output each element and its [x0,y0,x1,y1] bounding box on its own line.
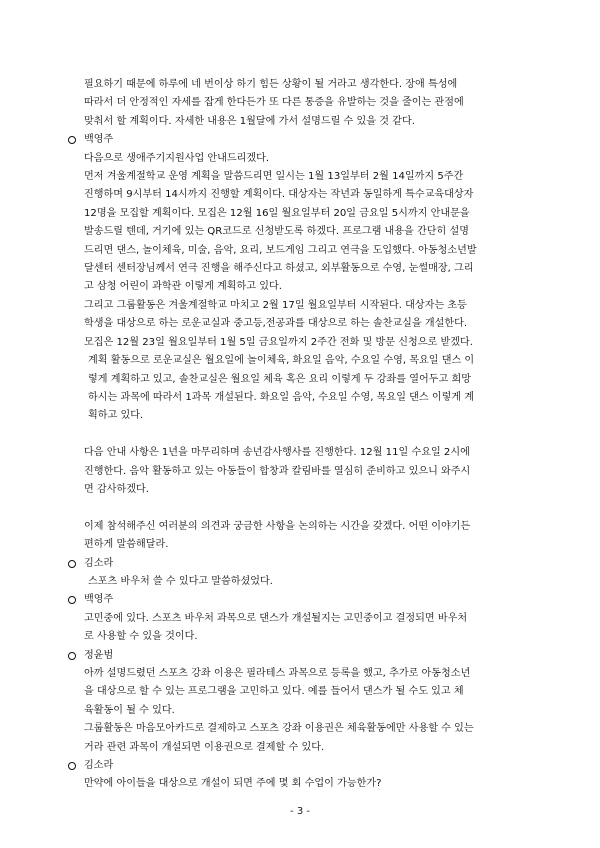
speaker-label [64,555,546,573]
paragraph-group-activities [64,352,546,426]
speaker-remark [64,610,546,647]
text-line: 거라 관련 과목이 개설되면 이용권으로 결제할 수 있다. [84,741,325,753]
text-line: 달센터 센터장님께서 연극 진행을 해주신다고 하셨고, 외부활동으로 수영, 눈썰매장, 그리 [84,263,474,275]
text-line: 만약에 아이들을 대상으로 개설이 되면 주에 몇 회 수업이 가능한가? [84,778,382,790]
text-line: 하시는 과목에 따라서 1과목 개설된다. 화요일 음악, 수요일 수영, 목요일 댄스 이렇게 계 [88,391,475,403]
speaker-label [64,591,546,609]
document-body [64,76,546,794]
paragraph-continued [64,76,546,131]
paragraph-spacer [64,426,546,444]
speaker-name: 백영주 [84,134,114,146]
text-line: 발송드릴 텐데, 거기에 있는 QR코드로 신청받도록 하겠다. 프로그램 내용을 간단히 설명 [84,226,469,238]
speaker-remark [64,775,546,793]
speaker-label [64,131,546,149]
text-line: 로 사용할 수 있을 것이다. [84,631,198,643]
text-line: 따라서 더 안정적인 자세를 잡게 한다든가 또 다른 통증을 유발하는 것을 줄이는 관점에 [84,97,464,109]
text-line: 아까 설명드렸던 스포츠 강좌 이용은 필라테스 과목으로 등록을 했고, 추가로 아동청소년 [84,667,471,679]
page-number: - 3 - [290,806,310,817]
circle-bullet-icon [68,136,76,144]
speaker-label [64,757,546,775]
text-line: 육활동이 될 수 있다. [84,704,175,716]
text-line: 편하게 말씀해달라. [84,539,169,551]
speaker-remark [64,573,546,591]
speaker-name: 백영주 [84,594,114,606]
text-line: 이제 참석해주신 여러분의 의견과 궁금한 사항을 논의하는 시간을 갖겠다. 어떤 이야기든 [84,520,471,532]
paragraph-discussion-intro [64,518,546,555]
paragraph-spacer [64,499,546,517]
circle-bullet-icon [68,762,76,770]
text-line: 스포츠 바우처 쓸 수 있다고 말씀하셨었다. [88,575,274,587]
text-line: 진행한다. 음악 활동하고 있는 아동들이 합창과 칼림바를 열심히 준비하고 있으니 와주시 [84,465,471,477]
text-line: 을 대상으로 할 수 있는 프로그램을 고민하고 있다. 예를 들어서 댄스가 될 수도 있고 체 [84,686,464,698]
speaker-name: 김소라 [84,760,114,771]
text-line: 진행하며 9시부터 14시까지 진행할 계획이다. 대상자는 작년과 동일하게 특수교육대상자 [84,189,474,201]
text-line: 고민중에 있다. 스포츠 바우처 과목으로 댄스가 개설될지는 고민중이고 결정되면 바우처 [84,612,468,624]
text-line: 렇게 계획하고 있고, 솔찬교실은 월요일 체육 혹은 요리 이렇게 두 강좌를 열어두고 희망 [88,373,471,385]
paragraph-lifecycle-program [64,150,546,352]
text-line: 필요하기 때문에 하루에 네 번이상 하기 힘든 상황이 될 거라고 생각한다. 장애 특성에 [84,79,458,90]
text-line: 학생을 대상으로 하는 로운교실과 중고등,전공과를 대상으로 하는 솔찬교실을 개설한다. [84,318,468,330]
text-line: 고 삼청 어린이 과학관 이렇게 계획하고 있다. [84,281,282,293]
text-line: 드리면 댄스, 놀이체육, 미술, 음악, 요리, 보드게임 그리고 연극을 도입했다. 아동청소년발 [84,244,477,256]
text-line: 그리고 그룹활동은 겨울계절학교 마치고 2월 17일 월요일부터 시작된다. 대상자는 초등 [84,299,467,311]
text-line: 면 감사하겠다. [84,483,149,495]
text-line: 그룹활동은 마음모아카드로 결제하고 스포츠 강좌 이용권은 체육활동에만 사용할 수 있는 [84,723,474,735]
paragraph-year-end-event [64,444,546,499]
speaker-label [64,647,546,665]
circle-bullet-icon [68,596,76,604]
circle-bullet-icon [68,652,76,660]
speaker-remark [64,665,546,757]
text-line: 다음으로 생애주기지원사업 안내드리겠다. [84,152,270,164]
circle-bullet-icon [68,560,76,568]
text-line: 12명을 모집할 계획이다. 모집은 12월 16일 월요일부터 20일 금요일 5시까지 안내문을 [84,207,470,219]
text-line: 획하고 있다. [88,410,144,422]
text-line: 모집은 12월 23일 월요일부터 1월 5일 금요일까지 2주간 전화 및 방문 신청으로 받겠다. [84,336,473,348]
speaker-name: 김소라 [84,557,114,569]
text-line: 다음 안내 사항은 1년을 마무리하며 송년감사행사를 진행한다. 12월 11일 수요일 2시에 [84,447,470,459]
text-line: 맞춰서 할 계획이다. 자세한 내용은 1월달에 가서 설명드릴 수 있을 것 같다. [84,115,415,127]
speaker-name: 정윤범 [84,649,114,661]
text-line: 계획 활동으로 로운교실은 월요일에 놀이체육, 화요일 음악, 수요일 수영, 목요일 댄스 이 [88,355,475,367]
text-line: 먼저 겨울계절학교 운영 계획을 말씀드리면 일시는 1월 13일부터 2월 14일까지 5주간 [84,171,464,183]
